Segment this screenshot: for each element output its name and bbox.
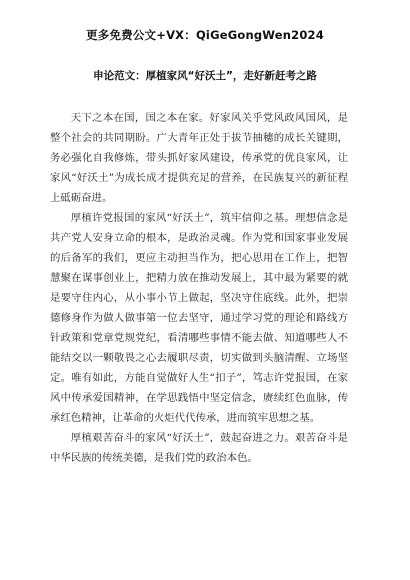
document-title: 申论范文：厚植家风“好沃土”，走好新赶考之路 — [93, 70, 317, 82]
paragraph-2: 厚植许党报国的家风“好沃土”，筑牢信仰之基。理想信念是共产党人安身立命的根本，是政治灵魂。作为党和国家事业发展的后备军的我们，更应主动担当作为，把心思用在工作上，把智慧聚在谋事创业上，把精力放在推动发展上，其中最为紧要的就是要守住内心，从小事小节上做起，坚决守住底线。此外，把崇德修身作为做人做事第一位去坚守，通过学习党的理论和路线方针政策和党章党规党纪，看清哪些事情不能去做、知道哪些人不能结交以一颗敬畏之心去履职尽责，切实做到头脑清醒、立场坚定。唯有如此，方能自觉做好人生“扣子”，笃志许党报国，在家风中传承爱国精神，在学思践悟中坚定信念，赓续红色血脉，传承红色精神，让革命的火炬代代传承，进而筑牢思想之基。 — [50, 212, 348, 424]
paragraph-3: 厚植艰苦奋斗的家风“好沃土”，鼓起奋进之力。艰苦奋斗是中华民族的传统美德，是我们党的政治本色。 — [50, 432, 348, 464]
document-body — [50, 108, 348, 468]
promo-banner: 更多免费公文+VX：QiGeGongWen2024 — [86, 28, 324, 42]
paragraph-1: 天下之本在国，国之本在家。好家风关乎党风政风国风，是整个社会的共同期盼。广大青年正处于拔节抽穗的成长关键期，务必强化自我修炼，带头抓好家风建设，传承党的优良家风，让家风“好沃土”为成长成才提供充足的营养，在民族复兴的新征程上砥砺奋进。 — [50, 112, 348, 204]
